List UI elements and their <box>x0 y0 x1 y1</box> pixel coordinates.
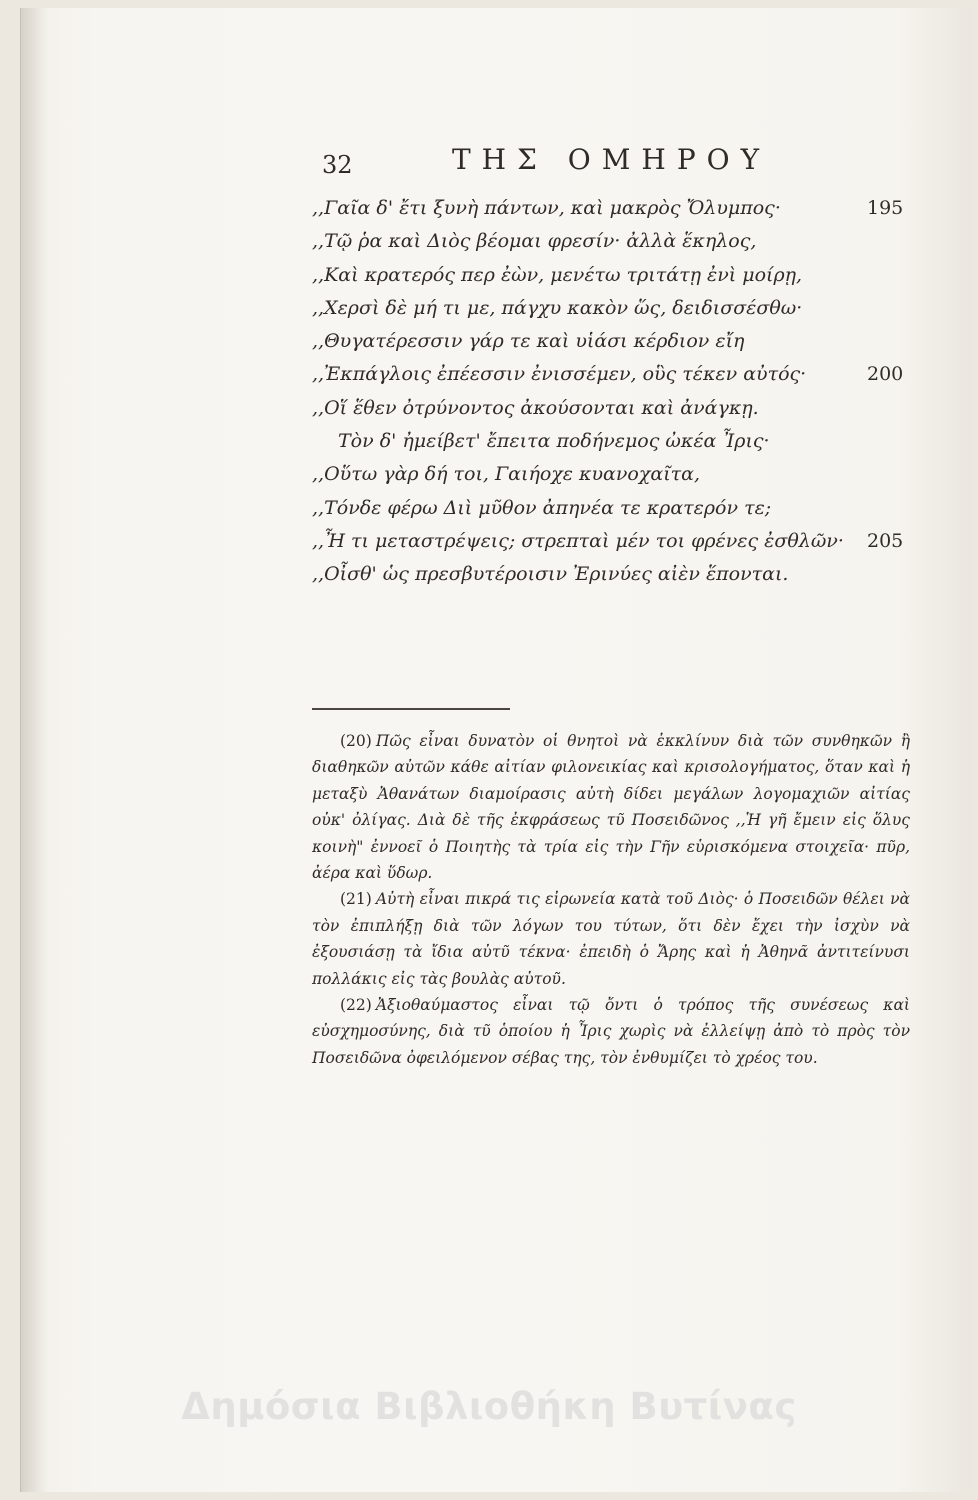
line-number: 205 <box>867 529 904 552</box>
verse-line: Τὸν δ' ἠμείβετ' ἔπειτα ποδήνεμος ὠκέα Ἶρις· <box>338 430 770 453</box>
footnote-text: Αὐτὴ εἶναι πικρά τις εἰρωνεία κατὰ τοῦ Διὸς· ὁ Ποσειδῶν θέλει νὰ τὸν ἐπιπλήξῃ διὰ τῶν λόγων του τύτων, ὅτι δὲν ἔχει τὴν ἰσχὺν νὰ ἐξουσιάσῃ τὰ ἴδια αὐτῦ τέκνα· ἐπειδὴ ὁ Ἄρης καὶ ἡ Ἀθηνᾶ ἀντιτείνυσι πολλάκις εἰς τὰς βουλὰς αὐτοῦ. <box>312 890 910 988</box>
line-number: 195 <box>867 197 904 219</box>
page-number: 32 <box>322 151 353 179</box>
footnote-label: (20) <box>340 732 372 750</box>
footnotes <box>312 728 910 1071</box>
footnote-text: Πῶς εἶναι δυνατὸν οἱ θνητοὶ νὰ ἐκκλίνυν διὰ τῶν συνθηκῶν ἢ διαθηκῶν αὐτῶν κάθε αἰτίαν φιλονεικίας καὶ κρισολογήματος, ὅταν καὶ ἡ μεταξὺ Ἀθανάτων διαμοίρασις αὐτὴ δίδει μεγάλων λογομαχιῶν αἰτίας οὐκ' ὀλίγας. Διὰ δὲ τῆς ἐκφράσεως τῦ Ποσειδῶνος ,,Ἡ γῆ ἔμειν εἰς ὅλυς κοινὴ" ἐννοεῖ ὁ Ποιητὴς τὰ τρία εἰς τὴν Γῆν εὑρισκόμενα στοιχεῖα· πῦρ, ἀέρα καὶ ὕδωρ. <box>312 732 910 883</box>
line-number: 200 <box>867 363 904 386</box>
verse-line: ,,Θυγατέρεσσιν γάρ τε καὶ υἱάσι κέρδιον εἴη <box>312 330 745 353</box>
footnote <box>312 992 910 1071</box>
footnote-label: (22) <box>340 996 372 1015</box>
page-fold-shadow <box>20 8 48 1492</box>
verse-line: ,,Τόνδε φέρω Διὶ μῦθον ἀπηνέα τε κρατερόν τε; <box>312 496 772 519</box>
verse-line: ,,Γαῖα δ' ἔτι ξυνὴ πάντων, καὶ μακρὸς Ὄλυμπος· 195 <box>312 192 922 225</box>
verse-line: ,,Οἵ ἕθεν ὀτρύνοντος ἀκούσονται καὶ ἀνάγκῃ. <box>312 396 759 419</box>
running-title: ΤΗΣ ΟΜΗΡΟΥ <box>452 143 771 176</box>
page-header <box>322 143 792 183</box>
footnote <box>312 728 910 886</box>
verse-line: ,,Ἦ τι μεταστρέψεις; στρεπταὶ μέν τοι φρένες ἐσθλῶν· 205 <box>312 525 922 558</box>
verse-line: ,,Οἶσθ' ὡς πρεσβυτέροισιν Ἐρινύες αἰὲν ἕπονται. <box>312 563 789 586</box>
library-watermark: Δημόσια Βιβλιοθήκη Βυτίνας <box>181 1385 797 1428</box>
verse-line: ,,Καὶ κρατερός περ ἐὼν, μενέτω τριτάτῃ ἐνὶ μοίρῃ, <box>312 263 803 286</box>
verse-block <box>312 192 922 592</box>
verse-line: ,,Ἐκπάγλοις ἐπέεσσιν ἐνισσέμεν, οὓς τέκεν αὐτός· 200 <box>312 358 922 391</box>
verse-line: ,,Οὕτω γὰρ δή τοι, Γαιήοχε κυανοχαῖτα, <box>312 463 701 486</box>
verse-line: ,,Χερσὶ δὲ μή τι με, πάγχυ κακὸν ὥς, δειδισσέσθω· <box>312 296 803 319</box>
footnote <box>312 886 910 992</box>
footnote-divider <box>312 708 510 710</box>
footnote-text: Ἀξιοθαύμαστος εἶναι τῷ ὄντι ὁ τρόπος τῆς συνέσεως καὶ εὐσχημοσύνης, διὰ τῦ ὁποίου ἡ Ἶρις χωρὶς νὰ ἐλλείψῃ ἀπὸ τὸ πρὸς τὸν Ποσειδῶνα ὀφειλόμενον σέβας της, τὸν ἐνθυμίζει τὸ χρέος του. <box>312 996 910 1067</box>
footnote-label: (21) <box>340 890 372 909</box>
verse-line: ,,Τῷ ῥα καὶ Διὸς βέομαι φρεσίν· ἀλλὰ ἕκηλος, <box>312 230 757 253</box>
